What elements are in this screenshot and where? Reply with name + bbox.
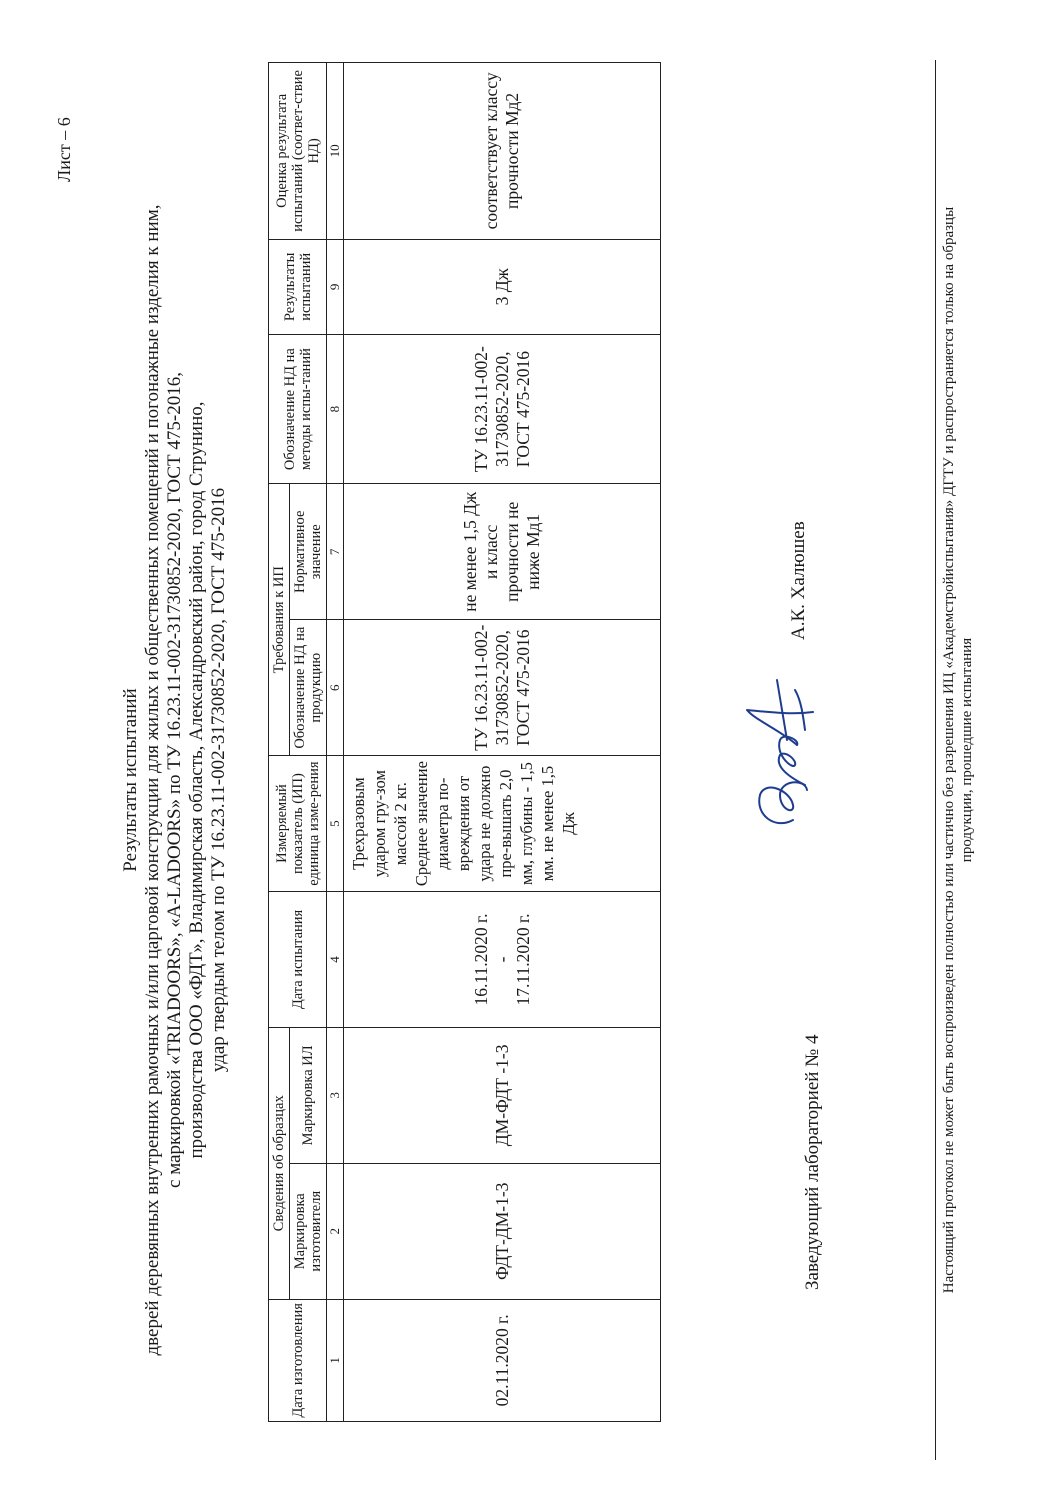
document-title bbox=[120, 180, 230, 1380]
column-number: 10 bbox=[327, 63, 344, 240]
handwritten-signature bbox=[735, 670, 830, 840]
cell-test-result: 3 Дж bbox=[344, 239, 661, 334]
test-date-from: 16.11.2020 г. bbox=[470, 913, 491, 1006]
column-number: 8 bbox=[327, 334, 344, 483]
column-number: 7 bbox=[327, 484, 344, 620]
footer-disclaimer bbox=[940, 40, 976, 1460]
col-header-product-doc: Обозначение НД на продукцию bbox=[290, 620, 327, 756]
col-header-manufacturer-marking: Маркировка изготовителя bbox=[290, 1163, 327, 1299]
column-number: 9 bbox=[327, 239, 344, 334]
signer-name: А.К. Халюшев bbox=[788, 521, 809, 640]
table-row bbox=[344, 63, 661, 1422]
column-number: 6 bbox=[327, 620, 344, 756]
title-line-1: дверей деревянных внутренних рамочных и/или царговой конструкции для жилых и общественных помещений и погонажные изделия к ним, bbox=[142, 204, 163, 1356]
col-header-assessment: Оценка результата испытаний (соответ-ствие НД) bbox=[269, 63, 327, 240]
col-header-test-results: Результаты испытаний bbox=[269, 239, 327, 334]
results-table bbox=[268, 62, 661, 1422]
cell-lab-marking: ДМ-ФДТ -1-3 bbox=[344, 1027, 661, 1163]
column-number: 4 bbox=[327, 892, 344, 1028]
head-of-lab-label: Заведующий лабораторией № 4 bbox=[802, 1034, 823, 1290]
sheet-number: Лист – 6 bbox=[54, 117, 74, 182]
column-number: 3 bbox=[327, 1027, 344, 1163]
cell-test-method-doc: ТУ 16.23.11-002-31730852-2020, ГОСТ 475-2016 bbox=[344, 334, 661, 483]
cell-assessment: соответствует классу прочности Мд2 bbox=[344, 63, 661, 240]
test-date-separator: - bbox=[491, 956, 512, 963]
column-number: 1 bbox=[327, 1299, 344, 1421]
test-date-to: 17.11.2020 г. bbox=[512, 913, 533, 1006]
title-line-2: с маркировкой «TRIADOORS», «A-LADOORS» по ТУ 16.23.11-002-31730852-2020, ГОСТ 475-2016, bbox=[164, 372, 185, 1188]
table-header-group-row bbox=[269, 63, 290, 1422]
footer-line-1: Настоящий протокол не может быть воспроизведен полностью или частично без разрешения ИЦ «Академстройиспытания» ДГТУ и распространяется только на образцы bbox=[941, 206, 957, 1294]
col-header-manufacture-date: Дата изготовления bbox=[269, 1299, 327, 1421]
col-header-normative-value: Нормативное значение bbox=[290, 484, 327, 620]
group-header-samples: Сведения об образцах bbox=[269, 1027, 290, 1299]
title-line-3: производства ООО «ФДТ», Владимирская область, Александровский район, город Струнино, bbox=[186, 401, 207, 1159]
group-header-requirements: Требования к ИП bbox=[269, 484, 290, 756]
col-header-lab-marking: Маркировка ИЛ bbox=[290, 1027, 327, 1163]
footer-divider bbox=[935, 60, 936, 1460]
col-header-test-date: Дата испытания bbox=[269, 892, 327, 1028]
footer-line-2: продукции, прошедшие испытания bbox=[959, 637, 975, 863]
col-header-measured-indicator: Измеряемый показатель (ИП) единица изме-рения bbox=[269, 756, 327, 892]
column-number-row bbox=[327, 63, 344, 1422]
cell-measured-indicator: Трехразовым ударом гру-зом массой 2 кг. Среднее значение диаметра по-вреждения от удара не должно пре-вышать 2,0 мм, глубины - 1,5 мм. не менее 1,5 Дж bbox=[344, 756, 661, 892]
title-heading: Результаты испытаний bbox=[120, 688, 141, 872]
cell-product-doc: ТУ 16.23.11-002-31730852-2020, ГОСТ 475-2016 bbox=[344, 620, 661, 756]
column-number: 2 bbox=[327, 1163, 344, 1299]
title-line-4: удар твердым телом по ТУ 16.23.11-002-31730852-2020, ГОСТ 475-2016 bbox=[208, 487, 229, 1073]
cell-normative-value: не менее 1,5 Дж и класс прочности не ниже Мд1 bbox=[344, 484, 661, 620]
cell-test-date bbox=[344, 892, 661, 1028]
column-number: 5 bbox=[327, 756, 344, 892]
cell-manufacturer-marking: ФДТ-ДМ-1-3 bbox=[344, 1163, 661, 1299]
col-header-test-method-doc: Обозначение НД на методы испы-таний bbox=[269, 334, 327, 483]
cell-manufacture-date: 02.11.2020 г. bbox=[344, 1299, 661, 1421]
